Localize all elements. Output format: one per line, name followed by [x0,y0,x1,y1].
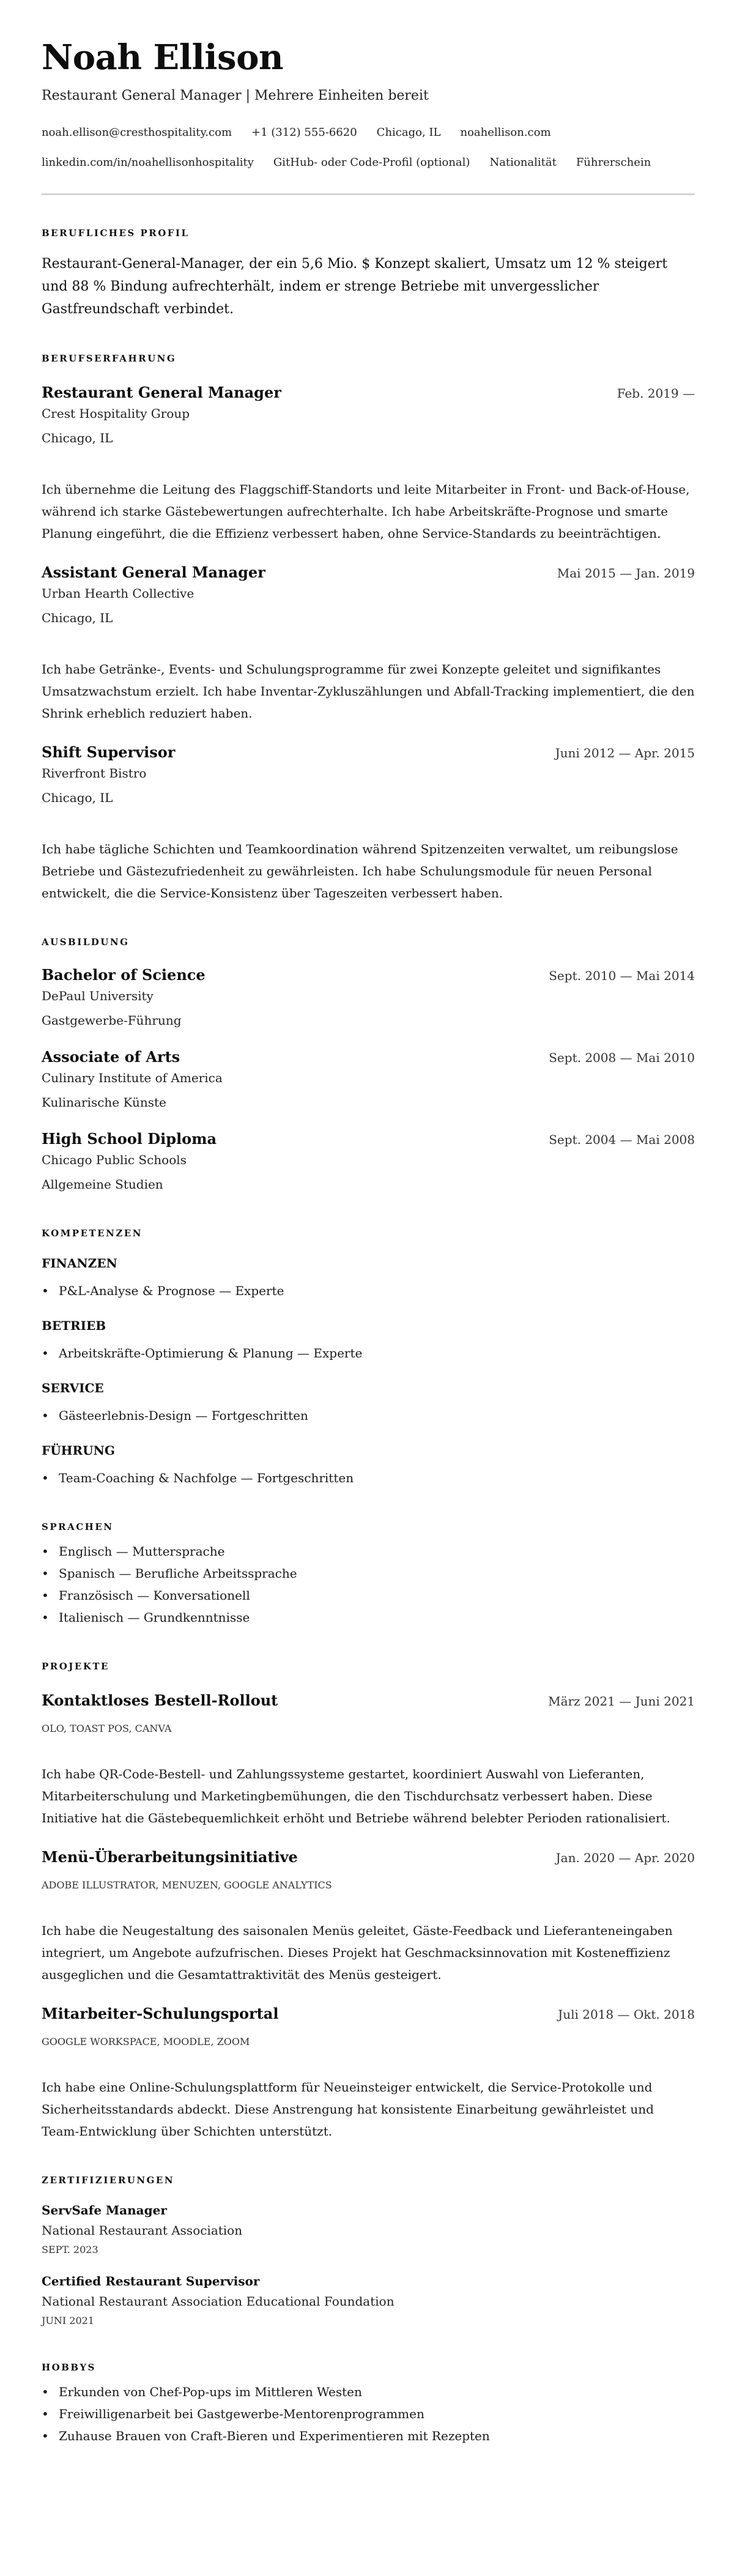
skill-list [42,1280,695,1302]
skill-item: • Arbeitskräfte-Optimierung & Planung — Experte [42,1342,695,1364]
education-date: Sept. 2004 — Mai 2008 [549,1132,695,1147]
job-title: Shift Supervisor [42,743,176,761]
project-date: Jan. 2020 — Apr. 2020 [555,1850,695,1865]
job-location: Chicago, IL [42,611,113,625]
skill-category-name: FÜHRUNG [42,1443,115,1458]
certifications-section [42,2174,695,2329]
skill-item: • Gästeerlebnis-Design — Fortgeschritten [42,1405,695,1427]
project-date: Juli 2018 — Okt. 2018 [558,2007,695,2022]
language-item: • Französisch — Konversationell [42,1584,695,1606]
languages-section [42,1521,695,1628]
profile-section [42,227,695,321]
certification-issuer: National Restaurant Association Educational Foundation [42,2294,395,2309]
skill-list [42,1342,695,1364]
education-entry [42,1129,695,1195]
skill-category [42,1254,695,1302]
skill-category [42,1316,695,1364]
project-name: Menü-Überarbeitungsinitiative [42,1848,298,1866]
project-tech: GOOGLE WORKSPACE, MOODLE, ZOOM [42,2036,250,2047]
language-list [42,1540,695,1628]
language-item: • Italienisch — Grundkenntnisse [42,1606,695,1628]
job-date: Mai 2015 — Jan. 2019 [557,566,695,581]
project-description: Ich habe eine Online-Schulungsplattform für Neueinsteiger entwickelt, die Service-Protokolle und Sicherheitsstandards abdeckt. Diese Anstrengung hat konsistente Einarbeitung gewährleistet und Team-Entwicklung über Schichten unterstützt. [42,2080,654,2139]
project-description: Ich habe QR-Code-Bestell- und Zahlungssysteme gestartet, koordiniert Auswahl von Lieferanten, Mitarbeiterschulung und Marketingbemühungen, die den Tischdurchsatz verbessert haben. Diese Initiative hat die Gästebequemlichkeit erhöht und Betriebe während belebter Perioden rationalisiert. [42,1767,670,1825]
section-title: PROJEKTE [42,1661,109,1672]
project-entry [42,1847,695,1986]
section-title: BERUFLICHES PROFIL [42,228,190,239]
section-title: HOBBYS [42,2362,96,2373]
education-entry [42,1047,695,1113]
education-date: Sept. 2010 — Mai 2014 [549,968,695,983]
field-of-study: Gastgewerbe-Führung [42,1013,182,1028]
education-entry [42,965,695,1031]
skill-category-name: FINANZEN [42,1256,117,1271]
contact-website[interactable]: noahellison.com [460,126,551,139]
skill-category-name: BETRIEB [42,1318,106,1333]
certification-issuer: National Restaurant Association [42,2223,243,2238]
job-title: Assistant General Manager [42,563,265,581]
project-tech: OLO, TOAST POS, CANVA [42,1723,172,1734]
section-title: ZERTIFIZIERUNGEN [42,2175,175,2186]
job-description: Ich übernehme die Leitung des Flaggschiff-Standorts und leite Mitarbeiter in Front- und Back-of-House, während ich starke Gästebewertungen aufrechterhalte. Ich habe Arbeitskräfte-Prognose und smarte Planung eingeführt, die die Effizienz verbessert haben, ohne Service-Standards zu beeinträchtigen. [42,482,690,541]
contact-nationality: Nationalität [489,156,557,169]
field-of-study: Kulinarische Künste [42,1095,166,1110]
job-location: Chicago, IL [42,431,113,445]
job-description: Ich habe tägliche Schichten und Teamkoordination während Spitzenzeiten verwaltet, um reibungslose Betriebe und Gästezufriedenheit zu gewährleisten. Ich habe Schulungsmodule für neuen Personal entwickelt, die die Service-Konsistenz über Tageszeiten verbessert haben. [42,842,678,900]
section-title: KOMPETENZEN [42,1228,143,1239]
skill-list [42,1405,695,1427]
experience-entry [42,563,695,724]
resume-header [42,37,695,195]
certification-date: SEPT. 2023 [42,2244,98,2255]
contact-linkedin[interactable]: linkedin.com/in/noahellisonhospitality [42,156,254,169]
job-date: Feb. 2019 — [617,386,695,401]
project-description: Ich habe die Neugestaltung des saisonalen Menüs geleitet, Gäste-Feedback und Lieferanteneingaben integriert, um Angebote aufzufrischen. Dieses Projekt hat Geschmacksinnovation mit Kosteneffizienz ausgeglichen und die Gesamtattraktivität des Menüs gesteigert. [42,1923,673,1982]
skill-category [42,1379,695,1427]
contact-email[interactable]: noah.ellison@cresthospitality.com [42,126,232,139]
experience-entry [42,743,695,904]
project-name: Kontaktloses Bestell-Rollout [42,1691,278,1709]
skill-item: • Team-Coaching & Nachfolge — Fortgeschritten [42,1467,695,1489]
projects-section [42,1660,695,2142]
headline: Restaurant General Manager | Mehrere Einheiten bereit [42,88,429,103]
education-section [42,936,695,1195]
hobby-item: • Erkunden von Chef-Pop-ups im Mittleren Westen [42,2381,695,2403]
school-name: Culinary Institute of America [42,1071,223,1085]
field-of-study: Allgemeine Studien [42,1177,163,1192]
hobbies-section [42,2361,695,2447]
section-title: SPRACHEN [42,1521,114,1532]
language-item: • Englisch — Muttersprache [42,1540,695,1562]
hobby-item: • Freiwilligenarbeit bei Gastgewerbe-Mentorenprogrammen [42,2403,695,2425]
skills-section [42,1227,695,1489]
skill-list [42,1467,695,1489]
contact-github[interactable]: GitHub- oder Code-Profil (optional) [273,156,470,169]
degree: Associate of Arts [42,1048,180,1066]
project-name: Mitarbeiter-Schulungsportal [42,2005,279,2022]
degree: High School Diploma [42,1130,217,1148]
certification-name: Certified Restaurant Supervisor [42,2274,260,2288]
certification-entry [42,2201,695,2259]
project-tech: ADOBE ILLUSTRATOR, MENUZEN, GOOGLE ANALYTICS [42,1879,332,1891]
skill-category-name: SERVICE [42,1381,104,1395]
degree: Bachelor of Science [42,966,206,984]
certification-entry [42,2272,695,2329]
header-divider [42,193,695,195]
experience-section [42,352,695,904]
hobby-list [42,2381,695,2447]
section-title: AUSBILDUNG [42,937,130,948]
certification-date: JUNI 2021 [42,2315,95,2326]
candidate-name: Noah Ellison [42,37,284,78]
contact-location: Chicago, IL [376,126,441,139]
contact-list [42,117,695,177]
skill-category [42,1441,695,1489]
job-title: Restaurant General Manager [42,384,281,401]
profile-summary: Restaurant-General-Manager, der ein 5,6 Mio. $ Konzept skaliert, Umsatz um 12 % steigert und 88 % Bindung aufrechterhält, indem er strenge Betriebe mit unvergesslicher Gastfreundschaft verbindet. [42,256,668,317]
project-entry [42,2004,695,2142]
company-name: Crest Hospitality Group [42,406,190,421]
school-name: Chicago Public Schools [42,1153,187,1167]
hobby-item: • Zuhause Brauen von Craft-Bieren und Experimentieren mit Rezepten [42,2425,695,2447]
job-description: Ich habe Getränke-, Events- und Schulungsprogramme für zwei Konzepte geleitet und signifikantes Umsatzwachstum erzielt. Ich habe Inventar-Zykluszählungen und Abfall-Tracking implementiert, die den Shrink erheblich reduziert haben. [42,662,695,721]
company-name: Urban Hearth Collective [42,586,195,601]
job-location: Chicago, IL [42,790,113,805]
section-title: BERUFSERFAHRUNG [42,353,177,364]
skill-item: • P&L-Analyse & Prognose — Experte [42,1280,695,1302]
certification-name: ServSafe Manager [42,2203,167,2218]
project-date: März 2021 — Juni 2021 [548,1694,695,1709]
job-date: Juni 2012 — Apr. 2015 [555,746,695,760]
education-date: Sept. 2008 — Mai 2010 [549,1050,695,1065]
company-name: Riverfront Bistro [42,766,147,781]
experience-entry [42,383,695,544]
contact-phone[interactable]: +1 (312) 555-6620 [251,126,357,139]
contact-license: Führerschein [576,156,651,169]
school-name: DePaul University [42,989,154,1003]
project-entry [42,1691,695,1829]
language-item: • Spanisch — Berufliche Arbeitssprache [42,1562,695,1584]
